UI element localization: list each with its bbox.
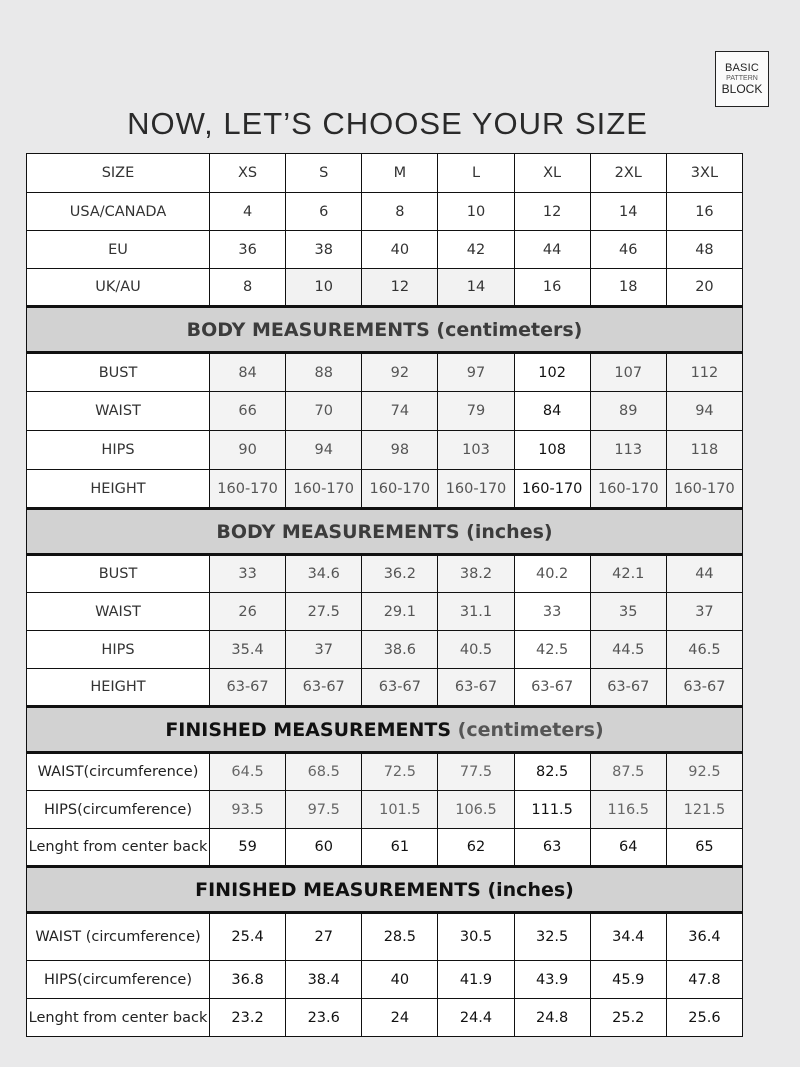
table-cell: 94 [286, 431, 362, 470]
table-cell: 89 [590, 392, 666, 431]
table-cell: 61 [362, 829, 438, 867]
table-cell: 113 [590, 431, 666, 470]
table-cell: 42.5 [514, 631, 590, 669]
conversion-row [27, 269, 743, 307]
section-header-row [27, 509, 743, 555]
table-cell: 16 [514, 269, 590, 307]
table-cell: 25.6 [666, 999, 742, 1037]
row-label: HIPS [27, 631, 210, 669]
table-cell: 32.5 [514, 913, 590, 961]
section-header-row [27, 307, 743, 353]
row-label: WAIST (circumference) [27, 913, 210, 961]
table-cell: 121.5 [666, 791, 742, 829]
row-label: UK/AU [27, 269, 210, 307]
table-cell: 25.4 [210, 913, 286, 961]
table-cell: 87.5 [590, 753, 666, 791]
brand-logo [715, 51, 769, 107]
row-label: HIPS(circumference) [27, 791, 210, 829]
size-header-cell: S [286, 154, 362, 193]
logo-line-basic: BASIC [724, 62, 759, 74]
row-label: Lenght from center back [27, 829, 210, 867]
table-cell: 25.2 [590, 999, 666, 1037]
table-cell: 63-67 [210, 669, 286, 707]
table-cell: 88 [286, 353, 362, 392]
table-cell: 63-67 [362, 669, 438, 707]
table-cell: 8 [210, 269, 286, 307]
table-cell: 111.5 [514, 791, 590, 829]
table-cell: 40.2 [514, 555, 590, 593]
table-cell: 107 [590, 353, 666, 392]
table-cell: 36.8 [210, 961, 286, 999]
table-cell: 8 [362, 193, 438, 231]
table-cell: 60 [286, 829, 362, 867]
conversion-row [27, 231, 743, 269]
table-cell: 79 [438, 392, 514, 431]
table-cell: 16 [666, 193, 742, 231]
table-cell: 82.5 [514, 753, 590, 791]
table-cell: 44 [666, 555, 742, 593]
table-cell: 77.5 [438, 753, 514, 791]
size-header-label: SIZE [27, 154, 210, 193]
logo-line-block: BLOCK [721, 82, 763, 96]
table-cell: 84 [210, 353, 286, 392]
table-cell: 64.5 [210, 753, 286, 791]
table-cell: 63-67 [286, 669, 362, 707]
section-header: BODY MEASUREMENTS (inches) [27, 509, 743, 555]
row-label: USA/CANADA [27, 193, 210, 231]
size-header-row [27, 154, 743, 193]
measurement-row [27, 593, 743, 631]
size-header-cell: 3XL [666, 154, 742, 193]
row-label: WAIST [27, 392, 210, 431]
table-cell: 93.5 [210, 791, 286, 829]
table-cell: 38.6 [362, 631, 438, 669]
measurement-row [27, 353, 743, 392]
table-cell: 27.5 [286, 593, 362, 631]
table-cell: 160-170 [590, 470, 666, 509]
table-cell: 35.4 [210, 631, 286, 669]
table-cell: 46.5 [666, 631, 742, 669]
table-cell: 42.1 [590, 555, 666, 593]
table-cell: 36.4 [666, 913, 742, 961]
table-cell: 14 [438, 269, 514, 307]
table-cell: 160-170 [210, 470, 286, 509]
page-title: NOW, LET’S CHOOSE YOUR SIZE [127, 106, 648, 141]
row-label: BUST [27, 353, 210, 392]
table-cell: 4 [210, 193, 286, 231]
table-cell: 47.8 [666, 961, 742, 999]
row-label: Lenght from center back [27, 999, 210, 1037]
table-cell: 59 [210, 829, 286, 867]
row-label: HEIGHT [27, 470, 210, 509]
table-cell: 40 [362, 961, 438, 999]
table-cell: 74 [362, 392, 438, 431]
section-title-unit: (centimeters) [457, 718, 604, 741]
table-cell: 102 [514, 353, 590, 392]
table-cell: 45.9 [590, 961, 666, 999]
section-header: FINISHED MEASUREMENTS (inches) [27, 867, 743, 913]
table-cell: 43.9 [514, 961, 590, 999]
table-cell: 63-67 [438, 669, 514, 707]
table-cell: 37 [666, 593, 742, 631]
table-cell: 94 [666, 392, 742, 431]
table-cell: 23.2 [210, 999, 286, 1037]
table-cell: 63-67 [666, 669, 742, 707]
section-header [27, 707, 743, 753]
table-cell: 160-170 [362, 470, 438, 509]
measurement-row [27, 555, 743, 593]
table-cell: 37 [286, 631, 362, 669]
table-cell: 68.5 [286, 753, 362, 791]
measurement-row [27, 999, 743, 1037]
size-header-cell: XL [514, 154, 590, 193]
table-cell: 160-170 [438, 470, 514, 509]
table-cell: 18 [590, 269, 666, 307]
section-title-main: FINISHED MEASUREMENTS [165, 718, 452, 741]
table-cell: 27 [286, 913, 362, 961]
row-label: WAIST [27, 593, 210, 631]
table-cell: 40 [362, 231, 438, 269]
measurement-row [27, 669, 743, 707]
table-cell: 44 [514, 231, 590, 269]
table-cell: 65 [666, 829, 742, 867]
row-label: HEIGHT [27, 669, 210, 707]
size-chart-table [26, 153, 743, 1037]
table-cell: 70 [286, 392, 362, 431]
table-cell: 30.5 [438, 913, 514, 961]
section-header: BODY MEASUREMENTS (centimeters) [27, 307, 743, 353]
table-cell: 92.5 [666, 753, 742, 791]
measurement-row [27, 913, 743, 961]
table-cell: 90 [210, 431, 286, 470]
table-cell: 112 [666, 353, 742, 392]
table-cell: 92 [362, 353, 438, 392]
logo-line-pattern: PATTERN [726, 75, 758, 82]
table-cell: 46 [590, 231, 666, 269]
table-cell: 66 [210, 392, 286, 431]
section-header-row [27, 707, 743, 753]
table-cell: 6 [286, 193, 362, 231]
table-cell: 64 [590, 829, 666, 867]
row-label: HIPS [27, 431, 210, 470]
table-cell: 63-67 [590, 669, 666, 707]
table-cell: 118 [666, 431, 742, 470]
measurement-row [27, 431, 743, 470]
table-cell: 160-170 [666, 470, 742, 509]
size-header-cell: M [362, 154, 438, 193]
table-cell: 24.8 [514, 999, 590, 1037]
measurement-row [27, 392, 743, 431]
measurement-row [27, 470, 743, 509]
table-cell: 98 [362, 431, 438, 470]
table-cell: 103 [438, 431, 514, 470]
table-cell: 40.5 [438, 631, 514, 669]
size-header-cell: L [438, 154, 514, 193]
table-cell: 38 [286, 231, 362, 269]
table-cell: 10 [286, 269, 362, 307]
table-cell: 62 [438, 829, 514, 867]
size-header-cell: XS [210, 154, 286, 193]
table-cell: 84 [514, 392, 590, 431]
table-cell: 63-67 [514, 669, 590, 707]
table-cell: 44.5 [590, 631, 666, 669]
table-cell: 20 [666, 269, 742, 307]
table-cell: 14 [590, 193, 666, 231]
table-cell: 35 [590, 593, 666, 631]
table-cell: 101.5 [362, 791, 438, 829]
table-cell: 34.6 [286, 555, 362, 593]
measurement-row [27, 631, 743, 669]
table-cell: 12 [514, 193, 590, 231]
table-cell: 160-170 [286, 470, 362, 509]
conversion-row [27, 193, 743, 231]
table-cell: 34.4 [590, 913, 666, 961]
row-label: EU [27, 231, 210, 269]
size-header-cell: 2XL [590, 154, 666, 193]
table-cell: 108 [514, 431, 590, 470]
table-cell: 106.5 [438, 791, 514, 829]
table-cell: 116.5 [590, 791, 666, 829]
measurement-row [27, 753, 743, 791]
table-cell: 38.4 [286, 961, 362, 999]
table-cell: 24 [362, 999, 438, 1037]
table-cell: 97 [438, 353, 514, 392]
measurement-row [27, 791, 743, 829]
measurement-row [27, 829, 743, 867]
measurement-row [27, 961, 743, 999]
table-cell: 97.5 [286, 791, 362, 829]
table-cell: 26 [210, 593, 286, 631]
row-label: WAIST(circumference) [27, 753, 210, 791]
table-cell: 41.9 [438, 961, 514, 999]
table-cell: 12 [362, 269, 438, 307]
table-cell: 10 [438, 193, 514, 231]
table-cell: 36.2 [362, 555, 438, 593]
table-cell: 24.4 [438, 999, 514, 1037]
row-label: BUST [27, 555, 210, 593]
table-cell: 38.2 [438, 555, 514, 593]
table-cell: 28.5 [362, 913, 438, 961]
table-cell: 36 [210, 231, 286, 269]
table-cell: 33 [210, 555, 286, 593]
row-label: HIPS(circumference) [27, 961, 210, 999]
table-cell: 29.1 [362, 593, 438, 631]
table-cell: 72.5 [362, 753, 438, 791]
table-cell: 63 [514, 829, 590, 867]
table-cell: 42 [438, 231, 514, 269]
table-cell: 31.1 [438, 593, 514, 631]
table-cell: 23.6 [286, 999, 362, 1037]
table-cell: 160-170 [514, 470, 590, 509]
table-cell: 48 [666, 231, 742, 269]
table-cell: 33 [514, 593, 590, 631]
section-header-row [27, 867, 743, 913]
